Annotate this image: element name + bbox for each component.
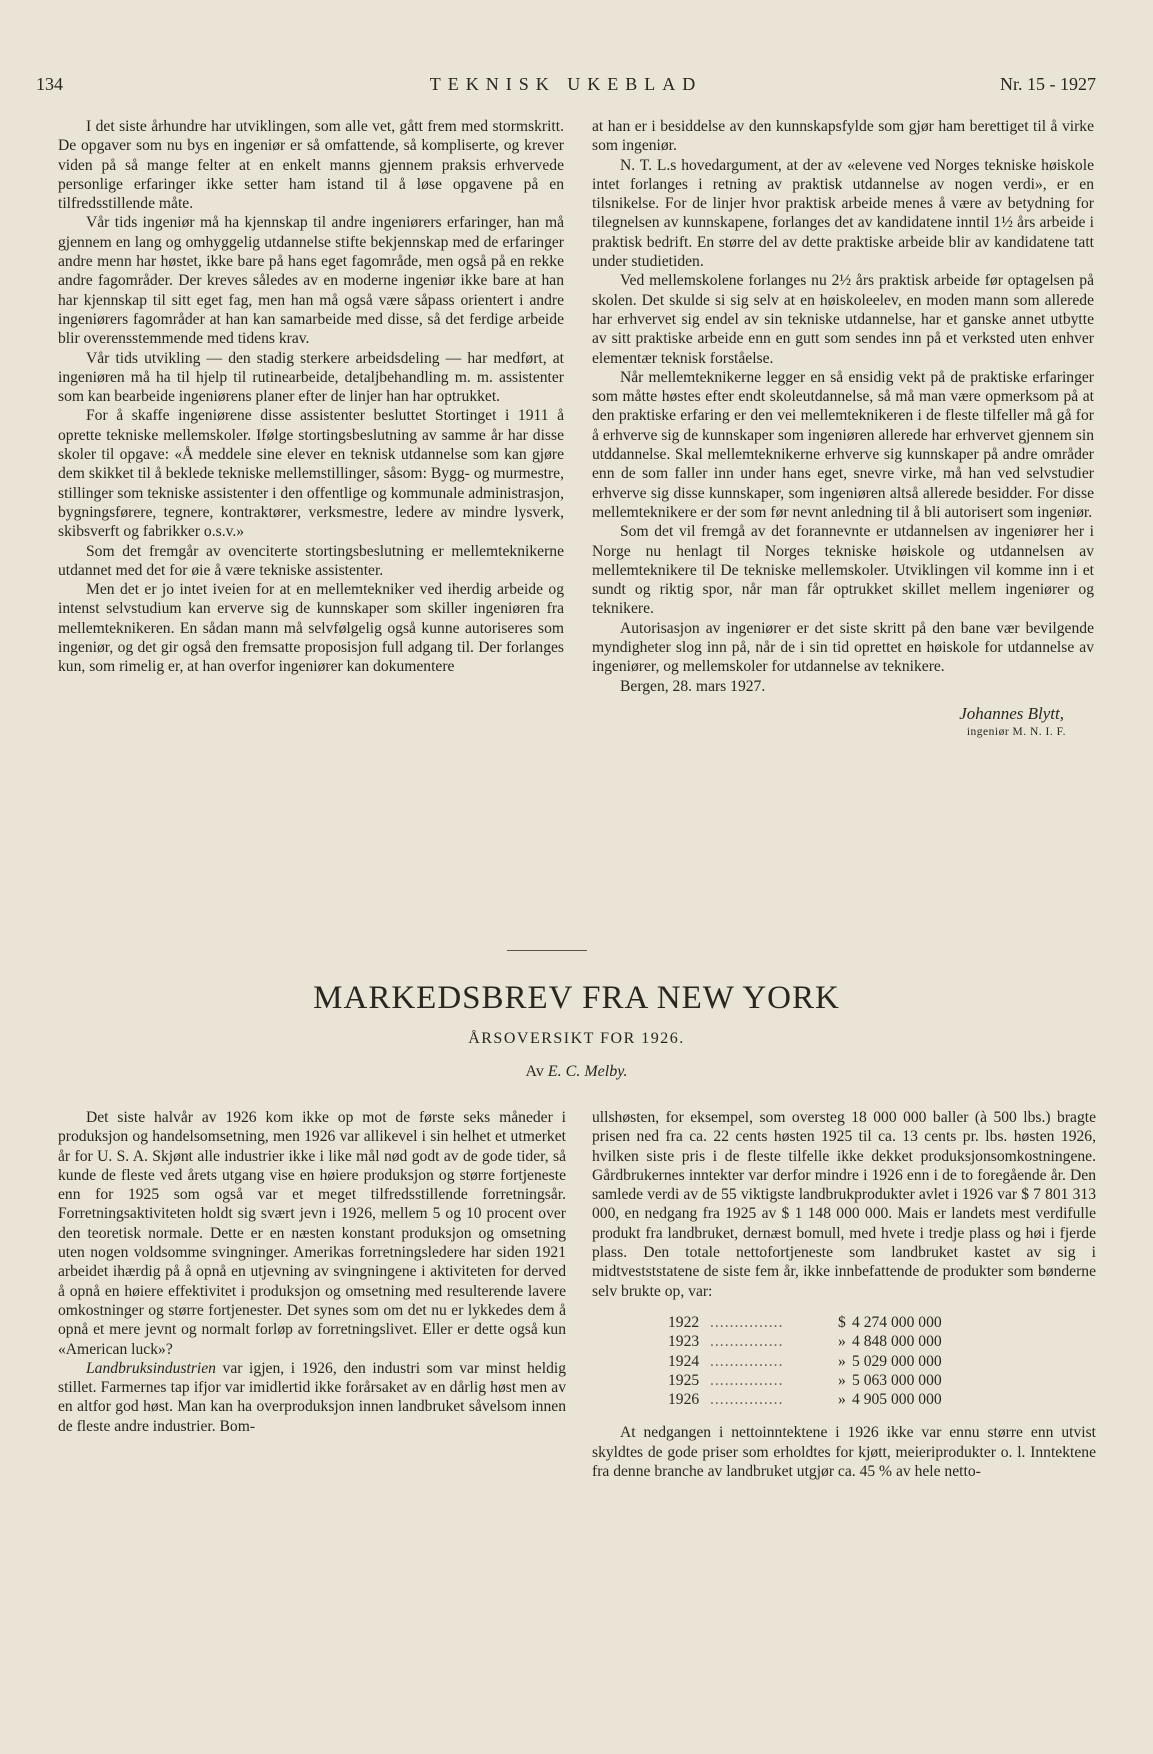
paragraph: Autorisasjon av ingeniører er det siste skritt på den bane vær bevilgende myndigheter slog inn på, når de i sin tid oprettet en høiskole for utdannelse av ingeniører, og mellemskoler for utdannelse av teknikere.	[592, 619, 1094, 676]
table-cell-leader: ...............	[710, 1391, 784, 1409]
table-row	[668, 1352, 942, 1371]
paragraph-text: var igjen, i 1926, den industri som var minst heldig stillet. Farmernes tap ifjor var imidlertid ikke forårsaket av en dårlig høst men av en altfor god høst. Man kan ha overproduksjon innen landbruket såvelsom innen de fleste andre industrier. Bom-	[58, 1359, 566, 1435]
paragraph: Når mellemteknikerne legger en så ensidig vekt på de praktiske erfaringer som måtte høstes efter endt skoleutdannelse, så må man være opmerksom på at den praktiske erfaring er den vei mellemteknikeren i de fleste tilfeller må gå for å erhverve sig de kunnskaper som ingeniøren allerede har erhvervet gjennem sin utddannelse. Skal mellemteknikerne erhverve sig kunnskaper på andre områder enn de som faller inn under hans eget, snevre virke, må han ved selvstudier erhverve sig disse kunnskaper, som ingeniøren altså allerede besidder. For disse mellemteknikere er der som før nevnt anledning til å bli autorisert som ingeniør.	[592, 368, 1094, 521]
table-cell-leader: ...............	[710, 1352, 784, 1370]
table-cell-year: 1926	[668, 1391, 700, 1409]
table-row	[668, 1332, 942, 1351]
amount-value: 5 029 000 000	[852, 1352, 942, 1370]
byline-author: E. C. Melby.	[547, 1063, 628, 1080]
page-number: 134	[36, 74, 63, 94]
amount-value: 4 848 000 000	[852, 1333, 942, 1351]
table-cell-year: 1923	[668, 1333, 700, 1351]
paragraph: at han er i besiddelse av den kunnskapsfylde som gjør ham berettiget til å virke som ingeniør.	[592, 118, 1094, 155]
paragraph: Ved mellemskolene forlanges nu 2½ års praktisk arbeide før optagelsen på skolen. Det skulde si sig selv at en høiskoleelev, en moden mann som allerede har erhvervet sig endel av sin tekniske utdannelse, har et ganske annet utbytte av sitt praktiske arbeide enn en gutt som sendes inn på et verksted uten enhver elementær teknisk forståelse.	[592, 272, 1094, 367]
amount-prefix: »	[838, 1352, 846, 1370]
signature-name: Johannes Blytt,	[959, 703, 1064, 723]
amount-prefix: $	[838, 1313, 846, 1331]
table-cell-amount	[830, 1313, 942, 1332]
amount-value: 4 905 000 000	[852, 1391, 942, 1409]
dateline: Bergen, 28. mars 1927.	[620, 677, 766, 695]
article2-column-left	[58, 1108, 566, 1436]
paragraph: I det siste århundre har utviklingen, som alle vet, gått frem med stormskritt. De opgaver som nu bys en ingeniør er så omfattende, så kompliserte, og krever viden på så mange felter at en enkelt manns gjennem praksis erhvervede personlige erfaringer ikke setter ham istand til å løse opgavene på en tilfredsstillende måte.	[58, 118, 564, 213]
table-cell-leader: ...............	[710, 1313, 784, 1331]
amount-value: 4 274 000 000	[852, 1313, 942, 1331]
income-table	[668, 1313, 942, 1409]
table-row	[668, 1371, 942, 1390]
table-cell-year: 1925	[668, 1371, 700, 1389]
paragraph: Vår tids ingeniør må ha kjennskap til andre ingeniørers erfaringer, han må gjennem en lang og omhyggelig utdannelse stifte bekjennskap med de erfaringer andre menn har høstet, ikke bare på hans eget fagområde, men også på en rekke andre fagområder. Der kreves således av en moderne ingeniør ikke bare at han har kjennskap til sitt eget fag, men han må også være såpass orientert i andre ingeniørers fagområder at han kan samarbeide med disse, så det ferdige arbeide blir overensstemmende med tidens krav.	[58, 214, 564, 348]
article2-byline	[0, 1063, 1153, 1081]
article2-column-right	[592, 1108, 1096, 1481]
article1-column-right	[592, 117, 1094, 743]
byline-prefix: Av	[525, 1063, 544, 1080]
amount-value: 5 063 000 000	[852, 1371, 942, 1389]
paragraph: Vår tids utvikling — den stadig sterkere arbeidsdeling — har medført, at ingeniøren må ha til hjelp til rutinearbeide, detaljbehandling m. m. assistenter som kan bearbeide ingeniørens planer efter de linjer han har optrukket.	[58, 349, 564, 406]
article2-title: MARKEDSBREV FRA NEW YORK	[313, 980, 840, 1016]
paragraph: Men det er jo intet iveien for at en mellemtekniker ved iherdig arbeide og intenst selvstudium kan erverve sig de kunnskaper som skiller ingeniøren fra mellemteknikeren. En sådan mann må selvfølgelig også kunne autoriseres som ingeniør, og det gir også den fremsatte proposisjon full adgang til. Der forlanges kun, som rimelig er, at han overfor ingeniører kan dokumentere	[58, 581, 564, 676]
table-cell-leader: ...............	[710, 1371, 784, 1389]
section-divider	[507, 950, 587, 951]
table-row	[668, 1313, 942, 1332]
paragraph: N. T. L.s hovedargument, at der av «elevene ved Norges tekniske høiskole intet forlanges i retning av praktisk utdannelse av nogen verdi», er en tilsnikelse. For de linjer hvor praktisk arbeide menes å være av betydning for tilegnelsen av kunnskapene, forlanges det av kandidatene inntil 1½ års arbeide i praktisk bedrift. En større del av dette praktiske arbeide blir av kandidatene tatt under studietiden.	[592, 156, 1094, 271]
issue-number: Nr. 15 - 1927	[1000, 74, 1096, 94]
table-cell-amount	[830, 1371, 942, 1390]
table-cell-leader: ...............	[710, 1333, 784, 1351]
paragraph: ullshøsten, for eksempel, som oversteg 18 000 000 baller (à 500 lbs.) bragte prisen ned fra ca. 22 cents høsten 1925 til ca. 13 cents pr. lbs. høsten 1926, hvilken siste pris i de fleste tilfelle ikke dekket produksjonsomkostningene. Gårdbrukernes inntekter var derfor mindre i 1926 enn i de to foregående år. Den samlede verdi av de 55 viktigste landbrukprodukter avlet i 1926 var $ 7 801 313 000, en nedgang fra 1925 av $ 1 148 000 000. Mais er landets mest verdifulle produkt fra landbruket, dernæst bomull, med hvete i tredje plass og høi i fjerde plass. Den totale nettofortjeneste som landbruket kastet av sig i midtvestststatene de siste fem år, ikke innbefattende de produkter som bønderne selv brukte op, var:	[592, 1109, 1096, 1300]
table-cell-amount	[830, 1352, 942, 1371]
running-header	[36, 74, 1096, 98]
paragraph: Som det fremgår av ovenciterte stortingsbeslutning er mellemteknikerne utdannet med det for øie å være tekniske assistenter.	[58, 542, 564, 579]
table-cell-year: 1924	[668, 1352, 700, 1370]
article1-column-left	[58, 117, 564, 677]
table-cell-amount	[830, 1390, 942, 1409]
amount-prefix: »	[838, 1333, 846, 1351]
amount-prefix: »	[838, 1371, 846, 1389]
paragraph: Det siste halvår av 1926 kom ikke op mot de første seks måneder i produksjon og handelsomsetning, men 1926 var allikevel i sin helhet et utmerket år for U. S. A. Skjønt alle industrier ikke i like mål nød godt av de gode tider, så kunde de fleste ved årets utgang vise en høiere produksjon og større fortjeneste enn for 1925 som også var et meget tilfredsstillende forretningsår. Forretningsaktiviteten holdt sig svært jevn i 1926, mellem 5 og 10 procent over den teoretisk normale. Dette er en næsten konstant produksjon og omsetning uten nogen voldsomme svingninger. Amerikas forretningsledere har siden 1921 arbeidet ihærdig på å opnå en utjevning av svingningene i aktiviteten for derved å opnå en høiere effektivitet i produksjon og omsetning med resulterende lavere omkostninger og større fortjenester. Det synes som om det nu er lykkedes dem å opnå et mere jevnt og normalt forløp av forretningslivet. Eller er dette også kun «American luck»?	[58, 1109, 566, 1358]
signature-title: ingeniør M. N. I. F.	[966, 726, 1066, 739]
amount-prefix: »	[838, 1391, 846, 1409]
paragraph	[58, 1359, 566, 1436]
paragraph-lead: Landbruksindustrien	[86, 1359, 216, 1377]
table-cell-amount	[830, 1332, 942, 1351]
paragraph: At nedgangen i nettoinntektene i 1926 ikke var ennu større enn utvist skyldtes de gode priser som erholdtes for kjøtt, meieriprodukter o. l. Inntektene fra denne branche av landbruket utgjør ca. 45 % av hele netto-	[592, 1424, 1096, 1481]
table-row	[668, 1390, 942, 1409]
paragraph: For å skaffe ingeniørene disse assistenter besluttet Stortinget i 1911 å oprette tekniske mellemskoler. Ifølge stortingsbeslutning av samme år har disse skoler til opgave: «Å meddele sine elever en teknisk utdannelse som kan gjøre dem skikket til å beklede tekniske mellemstillinger, såsom: Bygg- og murmestre, stillinger som tekniske assistenter i den offentlige og kommunale administrasjon, bygningsførere, tegnere, kontraktører, verksmestre, ledere av mindre lysverk, skibsverft og fabrikker o.s.v.»	[58, 407, 564, 541]
journal-title: TEKNISK UKEBLAD	[429, 74, 703, 94]
article2-subtitle: ÅRSOVERSIKT FOR 1926.	[468, 1030, 685, 1047]
table-cell-year: 1922	[668, 1313, 700, 1331]
paragraph: Som det vil fremgå av det forannevnte er utdannelsen av ingeniører her i Norge nu henlagt til Norges tekniske høiskole og utdannelsen av mellemteknikere til De tekniske mellemskoler. Utviklingen vil komme inn i et sundt og riktig spor, når man får optrukket skillet mellem ingeniører og teknikere.	[592, 523, 1094, 618]
